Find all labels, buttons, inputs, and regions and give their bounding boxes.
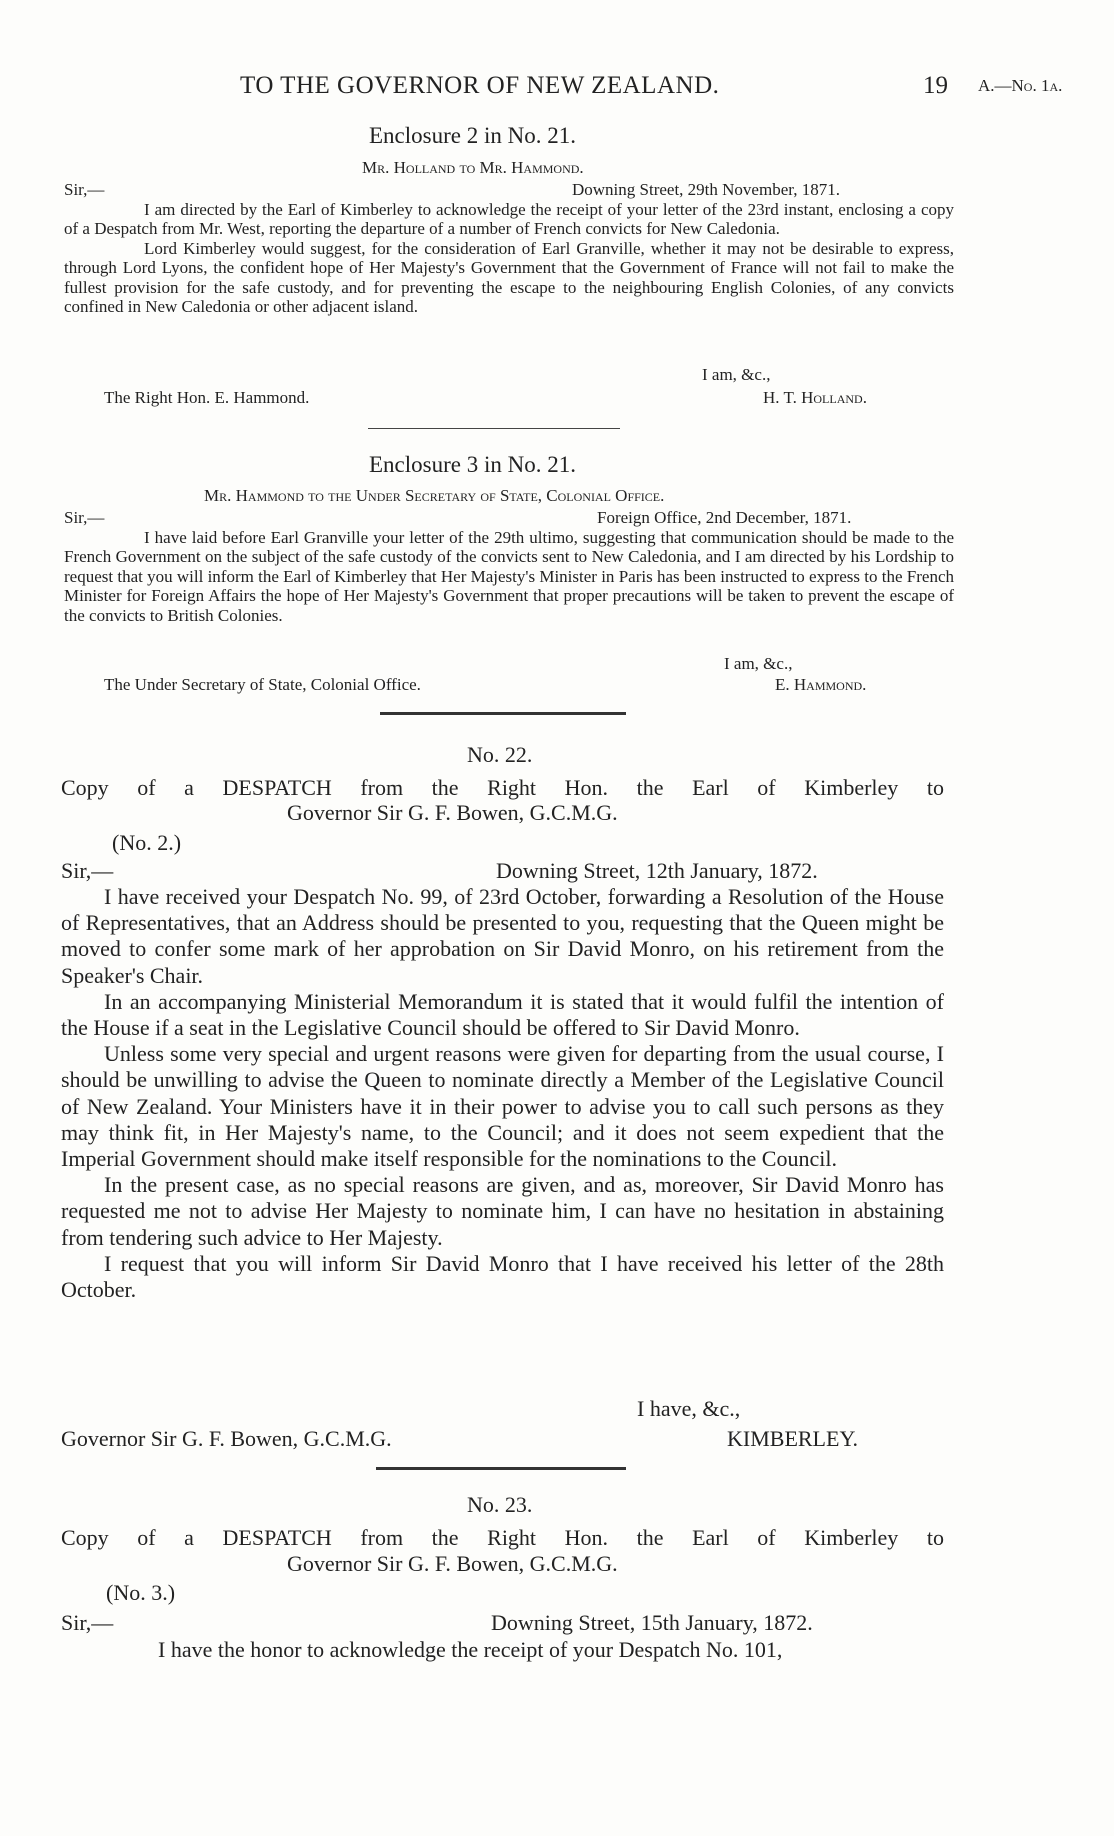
enclosure-3-closing: I am, &c., [724,654,793,673]
enclosure-3-dateline: Foreign Office, 2nd December, 1871. [597,508,852,527]
enclosure-2-paragraph: Lord Kimberley would suggest, for the consideration of Earl Granville, whether it may not be desirable to express, through Lord Lyons, the confident hope of Her Majesty's Government that the Government of France will not fail to make the fullest provision for the safe custody, and for preventing the escape to the neighbouring English Colonies, of any convicts confined in New Caledonia or other adjacent island. [64,238,954,317]
enclosure-3-salutation: Sir,— [64,508,105,527]
despatch-23-heading-recipient: Governor Sir G. F. Bowen, G.C.M.G. [287,1551,618,1576]
enclosure-3-from-to: Mr. Hammond to the Under Secretary of State, Colonial Office. [204,486,665,505]
enclosure-3-addressee: The Under Secretary of State, Colonial Office. [104,675,421,694]
page-number: 19 [923,72,948,99]
despatch-22-salutation: Sir,— [61,858,114,883]
despatch-22-paragraph: In the present case, as no special reasons are given, and as, moreover, Sir David Monro has requested me not to advise Her Majesty to nominate him, I can have no hesitation in abstaining from tendering such advice to Her Majesty. [61,1172,944,1250]
enclosure-3-paragraph: I have laid before Earl Granville your letter of the 29th ultimo, suggesting that communication should be made to the French Government on the subject of the safe custody of the convicts sent to New Caledonia, and I am directed by his Lordship to request that you will inform the Earl of Kimberley that Her Majesty's Minister in Paris has been instructed to express to the French Minister for Foreign Affairs the hope of Her Majesty's Government that proper precautions will be taken to prevent the escape of the convicts to British Colonies. [64,528,954,625]
enclosure-2-from-to: Mr. Holland to Mr. Hammond. [362,158,584,177]
section-divider [380,712,626,715]
despatch-23-salutation: Sir,— [61,1610,114,1635]
enclosure-3-signature: E. Hammond. [775,675,867,694]
enclosure-2-addressee: The Right Hon. E. Hammond. [104,388,310,407]
enclosure-2-closing: I am, &c., [702,365,771,384]
despatch-23-number-label: (No. 3.) [106,1580,176,1605]
despatch-23-heading: Copy of a DESPATCH from the Right Hon. the Earl of Kimberley to [61,1525,944,1550]
despatch-22-closing: I have, &c., [637,1396,741,1421]
enclosure-2-body [64,200,954,316]
despatch-23-dateline: Downing Street, 15th January, 1872. [491,1610,813,1635]
enclosure-2-title: Enclosure 2 in No. 21. [369,123,576,148]
despatch-22-dateline: Downing Street, 12th January, 1872. [496,858,818,883]
despatch-22-addressee: Governor Sir G. F. Bowen, G.C.M.G. [61,1426,392,1451]
enclosure-2-dateline: Downing Street, 29th November, 1871. [572,180,840,199]
section-divider [368,428,620,429]
despatch-22-number: No. 22. [467,742,533,767]
despatch-22-body [61,884,944,1303]
despatch-22-paragraph: I request that you will inform Sir David Monro that I have received his letter of the 28th October. [61,1250,944,1303]
despatch-22-signature: KIMBERLEY. [727,1426,858,1451]
enclosure-2-salutation: Sir,— [64,180,105,199]
despatch-22-paragraph: Unless some very special and urgent reasons were given for departing from the usual course, I should be unwilling to advise the Queen to nominate directly a Member of the Legislative Council of New Zealand. Your Ministers have it in their power to advise you to call such persons as they may think fit, in Her Majesty's name, to the Council; and it does not seem expedient that the Imperial Government should make itself responsible for the nominations to the Council. [61,1041,944,1172]
enclosure-2-paragraph: I am directed by the Earl of Kimberley to acknowledge the receipt of your letter of the 23rd instant, enclosing a copy of a Despatch from Mr. West, reporting the departure of a number of French convicts for New Caledonia. [64,200,954,239]
section-divider [376,1467,626,1470]
despatch-22-paragraph: I have received your Despatch No. 99, of 23rd October, forwarding a Resolution of the House of Representatives, that an Address should be presented to you, requesting that the Queen might be moved to confer some mark of her approbation on Sir David Monro, on his retirement from the Speaker's Chair. [61,884,944,988]
running-header-title: TO THE GOVERNOR OF NEW ZEALAND. [240,72,720,99]
enclosure-3-title: Enclosure 3 in No. 21. [369,452,576,477]
despatch-22-heading-recipient: Governor Sir G. F. Bowen, G.C.M.G. [287,800,618,825]
parliamentary-reference: A.—No. 1a. [978,76,1063,95]
enclosure-2-signature: H. T. Holland. [763,388,867,407]
despatch-23-number: No. 23. [467,1492,533,1517]
despatch-22-paragraph: In an accompanying Ministerial Memorandum it is stated that it would fulfil the intention of the House if a seat in the Legislative Council should be offered to Sir David Monro. [61,988,944,1041]
despatch-22-heading: Copy of a DESPATCH from the Right Hon. the Earl of Kimberley to [61,775,944,800]
enclosure-3-body [64,528,954,625]
despatch-22-number-label: (No. 2.) [112,830,182,855]
despatch-23-opening: I have the honor to acknowledge the receipt of your Despatch No. 101, [158,1637,783,1662]
